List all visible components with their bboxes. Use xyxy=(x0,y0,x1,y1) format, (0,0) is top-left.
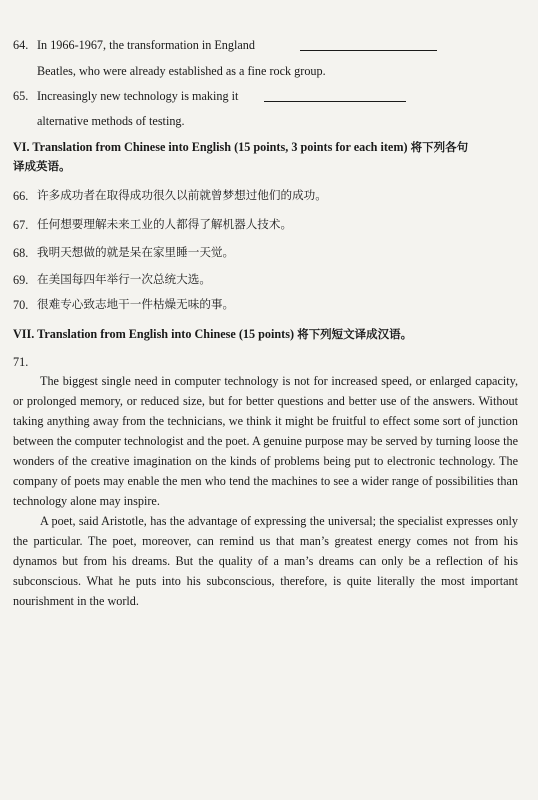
question-number: 70. xyxy=(13,298,29,312)
question-text: Increasingly new technology is making it xyxy=(37,89,239,103)
question-number: 68. xyxy=(13,246,29,260)
passage-body xyxy=(13,371,518,611)
passage-paragraph-1: The biggest single need in computer technology is not for increased speed, or enlarged capacity, or prolonged memory, or reduced size, but for better questions and better use of the answers. Without taking anything away from the technicians, we think it might be fruitful to effect some sort of junction between the computer technologist and the poet. A genuine purpose may be served by turning loose the wonders of the creative imagination on the kinds of problems being put to electronic technology. The company of poets may enable the men who tend the machines to see a wider range of possibilities than technology alone may inspire. xyxy=(13,374,518,508)
section-title-cn: 将下列各句 xyxy=(410,140,469,154)
section-6-heading xyxy=(13,140,468,155)
section-title-en: VII. Translation from English into Chinese (15 points) xyxy=(13,327,295,341)
chinese-sentence: 任何想要理解未来工业的人都得了解机器人技术。 xyxy=(37,217,293,231)
question-number: 67. xyxy=(13,218,29,232)
question-text: In 1966-1967, the transformation in England xyxy=(37,38,255,52)
answer-blank[interactable] xyxy=(264,101,406,102)
chinese-sentence: 我明天想做的就是呆在家里睡一天觉。 xyxy=(37,245,235,259)
section-7-heading xyxy=(13,327,412,342)
answer-blank[interactable] xyxy=(300,50,437,51)
question-number: 71. xyxy=(13,355,29,369)
section-title-cn: 将下列短文译成汉语。 xyxy=(297,327,413,341)
section-title-en: VI. Translation from Chinese into English (15 points, 3 points for each item) xyxy=(13,140,408,154)
section-title-cn: 译成英语。 xyxy=(13,159,71,173)
question-number: 65. xyxy=(13,89,29,103)
question-number: 66. xyxy=(13,189,29,203)
question-number: 69. xyxy=(13,273,29,287)
chinese-sentence: 许多成功者在取得成功很久以前就曾梦想过他们的成功。 xyxy=(37,188,327,202)
chinese-sentence: 很难专心致志地干一件枯燥无味的事。 xyxy=(37,297,235,311)
passage-paragraph-2: A poet, said Aristotle, has the advantage of expressing the universal; the specialist expresses only the particular. The poet, moreover, can remind us that man’s greatest energy comes not from his dynamos but from his dreams. But the quality of a man’s dreams can only be a reflection of his subconscious. What he puts into his subconscious, therefore, is quite literally the most important nourishment in the world. xyxy=(13,514,518,608)
chinese-sentence: 在美国每四年举行一次总统大选。 xyxy=(37,272,211,286)
section-6-heading-continued xyxy=(13,159,71,174)
question-text: Beatles, who were already established as a fine rock group. xyxy=(37,64,326,78)
question-number: 64. xyxy=(13,38,29,52)
question-text: alternative methods of testing. xyxy=(37,114,185,128)
